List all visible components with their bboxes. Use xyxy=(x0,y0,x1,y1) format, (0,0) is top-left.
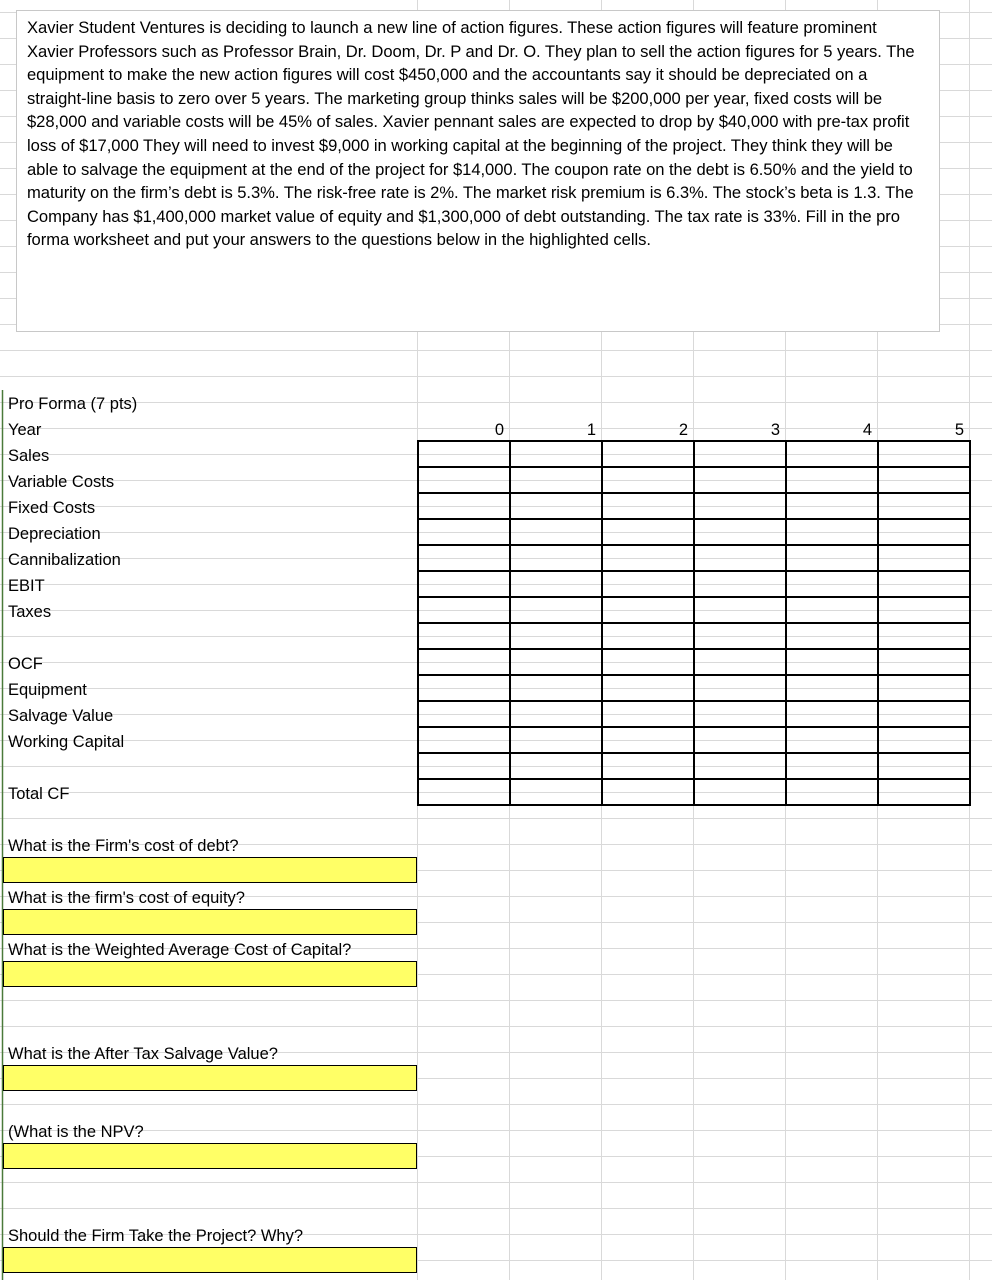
problem-statement: Xavier Student Ventures is deciding to launch a new line of action figures. These action figures will feature prominent Xavier Professors such as Professor Brain, Dr. Doom, Dr. P and Dr. O. They plan to sell the action figures for 5 years. The equipment to make the new action figures will cost $450,000 and the accountants say it should be depreciated on a straight-line basis to zero over 5 years. The marketing group thinks sales will be $200,000 per year, fixed costs will be $28,000 and variable costs will be 45% of sales. Xavier pennant sales are expected to drop by $40,000 with pre-tax profit loss of $17,000 They will need to invest $9,000 in working capital at the beginning of the project. They think they will be able to salvage the equipment at the end of the project for $14,000. The coupon rate on the debt is 6.50% and the yield to maturity on the firm’s debt is 5.3%. The risk-free rate is 2%. The market risk premium is 6.3%. The stock’s beta is 1.3. The Company has $1,400,000 market value of equity and $1,300,000 of debt outstanding. The tax rate is 33%. Fill in the pro forma worksheet and put your answers to the questions below in the highlighted cells. xyxy=(27,18,915,250)
proforma-cell[interactable] xyxy=(877,440,971,466)
proforma-cell[interactable] xyxy=(785,700,877,726)
proforma-cell[interactable] xyxy=(877,778,971,806)
proforma-cell[interactable] xyxy=(693,726,785,752)
proforma-cell[interactable] xyxy=(509,726,601,752)
proforma-cell[interactable] xyxy=(877,622,971,648)
proforma-cell[interactable] xyxy=(877,674,971,700)
proforma-cell[interactable] xyxy=(509,778,601,806)
question-npv: (What is the NPV? xyxy=(8,1123,144,1141)
proforma-cell[interactable] xyxy=(509,440,601,466)
proforma-cell[interactable] xyxy=(417,674,509,700)
proforma-cell[interactable] xyxy=(785,648,877,674)
proforma-cell[interactable] xyxy=(509,596,601,622)
proforma-cell[interactable] xyxy=(785,726,877,752)
proforma-cell[interactable] xyxy=(601,726,693,752)
proforma-cell[interactable] xyxy=(693,778,785,806)
proforma-cell[interactable] xyxy=(877,492,971,518)
proforma-cell[interactable] xyxy=(417,726,509,752)
proforma-cell[interactable] xyxy=(417,778,509,806)
row-label-total-cf: Total CF xyxy=(8,785,70,803)
question-cost-of-equity: What is the firm's cost of equity? xyxy=(8,889,245,907)
proforma-cell[interactable] xyxy=(417,700,509,726)
year-header-1: 1 xyxy=(586,421,596,439)
question-after-tax-salvage: What is the After Tax Salvage Value? xyxy=(8,1045,278,1063)
proforma-cell[interactable] xyxy=(509,674,601,700)
proforma-cell[interactable] xyxy=(417,440,509,466)
proforma-cell[interactable] xyxy=(877,570,971,596)
proforma-cell[interactable] xyxy=(785,674,877,700)
proforma-cell[interactable] xyxy=(785,440,877,466)
proforma-cell[interactable] xyxy=(693,492,785,518)
proforma-cell[interactable] xyxy=(509,492,601,518)
proforma-cell[interactable] xyxy=(785,492,877,518)
proforma-cell[interactable] xyxy=(877,466,971,492)
proforma-cell[interactable] xyxy=(601,752,693,778)
proforma-cell[interactable] xyxy=(785,622,877,648)
proforma-cell[interactable] xyxy=(601,466,693,492)
proforma-cell[interactable] xyxy=(693,622,785,648)
row-label-variable-costs: Variable Costs xyxy=(8,473,115,491)
proforma-cell[interactable] xyxy=(601,570,693,596)
proforma-cell[interactable] xyxy=(693,570,785,596)
proforma-cell[interactable] xyxy=(877,726,971,752)
proforma-cell[interactable] xyxy=(877,648,971,674)
proforma-cell[interactable] xyxy=(601,492,693,518)
proforma-cell[interactable] xyxy=(877,518,971,544)
answer-take-project[interactable] xyxy=(3,1247,417,1273)
year-header-5: 5 xyxy=(954,421,964,439)
proforma-cell[interactable] xyxy=(417,752,509,778)
question-cost-of-debt: What is the Firm's cost of debt? xyxy=(8,837,239,855)
proforma-cell[interactable] xyxy=(877,752,971,778)
proforma-cell[interactable] xyxy=(601,700,693,726)
proforma-cell[interactable] xyxy=(601,648,693,674)
row-label-ocf: OCF xyxy=(8,655,43,673)
proforma-cell[interactable] xyxy=(417,518,509,544)
proforma-cell[interactable] xyxy=(693,518,785,544)
proforma-cell[interactable] xyxy=(509,544,601,570)
proforma-cell[interactable] xyxy=(693,596,785,622)
proforma-cell[interactable] xyxy=(693,674,785,700)
answer-cost-of-equity[interactable] xyxy=(3,909,417,935)
row-label-cannibalization: Cannibalization xyxy=(8,551,121,569)
proforma-cell[interactable] xyxy=(877,700,971,726)
year-header-4: 4 xyxy=(862,421,872,439)
question-take-project: Should the Firm Take the Project? Why? xyxy=(8,1227,304,1245)
proforma-cell[interactable] xyxy=(417,544,509,570)
row-label-sales: Sales xyxy=(8,447,50,465)
row-label-depreciation: Depreciation xyxy=(8,525,101,543)
proforma-cell[interactable] xyxy=(693,648,785,674)
proforma-cell[interactable] xyxy=(877,544,971,570)
proforma-cell[interactable] xyxy=(693,700,785,726)
proforma-cell[interactable] xyxy=(785,596,877,622)
year-header-2: 2 xyxy=(678,421,688,439)
proforma-cell[interactable] xyxy=(509,622,601,648)
proforma-cell[interactable] xyxy=(693,466,785,492)
proforma-cell[interactable] xyxy=(693,544,785,570)
proforma-cell[interactable] xyxy=(785,778,877,806)
proforma-cell[interactable] xyxy=(785,752,877,778)
answer-cost-of-debt[interactable] xyxy=(3,857,417,883)
row-label-ebit: EBIT xyxy=(8,577,45,595)
proforma-cell[interactable] xyxy=(785,544,877,570)
proforma-cell[interactable] xyxy=(785,466,877,492)
proforma-cell[interactable] xyxy=(785,570,877,596)
proforma-cell[interactable] xyxy=(601,778,693,806)
proforma-cell[interactable] xyxy=(601,518,693,544)
proforma-cell[interactable] xyxy=(601,596,693,622)
proforma-cell[interactable] xyxy=(417,648,509,674)
row-label-working-capital: Working Capital xyxy=(8,733,125,751)
proforma-cell[interactable] xyxy=(693,752,785,778)
answer-npv[interactable] xyxy=(3,1143,417,1169)
proforma-cell[interactable] xyxy=(509,648,601,674)
answer-wacc[interactable] xyxy=(3,961,417,987)
proforma-cell[interactable] xyxy=(417,492,509,518)
year-header-3: 3 xyxy=(770,421,780,439)
row-label-salvage-value: Salvage Value xyxy=(8,707,114,725)
proforma-cell[interactable] xyxy=(417,570,509,596)
row-label-equipment: Equipment xyxy=(8,681,87,699)
row-label-taxes: Taxes xyxy=(8,603,52,621)
proforma-cell[interactable] xyxy=(693,440,785,466)
proforma-cell[interactable] xyxy=(509,752,601,778)
proforma-cell[interactable] xyxy=(417,596,509,622)
proforma-cell[interactable] xyxy=(601,544,693,570)
proforma-title: Pro Forma (7 pts) xyxy=(8,395,138,413)
proforma-cell[interactable] xyxy=(601,674,693,700)
answer-after-tax-salvage[interactable] xyxy=(3,1065,417,1091)
proforma-cell[interactable] xyxy=(509,700,601,726)
proforma-cell[interactable] xyxy=(509,466,601,492)
proforma-cell[interactable] xyxy=(417,466,509,492)
row-label-fixed-costs: Fixed Costs xyxy=(8,499,96,517)
proforma-cell[interactable] xyxy=(509,518,601,544)
question-wacc: What is the Weighted Average Cost of Capital? xyxy=(8,941,352,959)
proforma-cell[interactable] xyxy=(785,518,877,544)
proforma-cell[interactable] xyxy=(509,570,601,596)
proforma-cell[interactable] xyxy=(601,622,693,648)
year-label: Year xyxy=(8,421,42,439)
proforma-cell[interactable] xyxy=(601,440,693,466)
proforma-cell[interactable] xyxy=(417,622,509,648)
proforma-cell[interactable] xyxy=(877,596,971,622)
year-header-0: 0 xyxy=(494,421,504,439)
